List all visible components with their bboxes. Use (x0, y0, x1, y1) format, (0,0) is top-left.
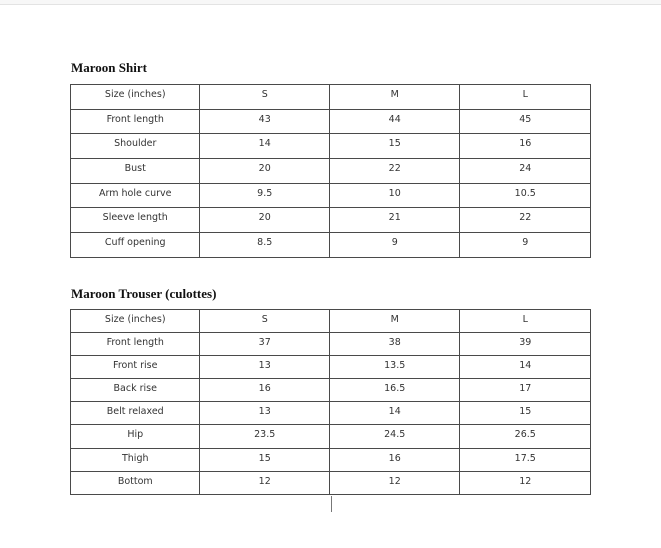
table-cell: 13 (200, 402, 329, 425)
table-cell: 16 (329, 448, 460, 471)
table-cell: 20 (200, 208, 329, 233)
table-cell: 10.5 (460, 183, 591, 208)
table-cell: 16 (200, 379, 329, 402)
table-cell: 14 (200, 134, 329, 159)
table-cell: 24 (460, 159, 591, 184)
table-cell: 9.5 (200, 183, 329, 208)
table-cell: 16.5 (329, 379, 460, 402)
table-cell: 37 (200, 333, 329, 356)
table-row (71, 425, 591, 448)
measurement-label: Cuff opening (71, 233, 200, 258)
table-cell: 21 (329, 208, 460, 233)
trouser-size-table (70, 309, 591, 495)
table-row (71, 471, 591, 494)
table-cell: 23.5 (200, 425, 329, 448)
measurement-label: Front rise (71, 356, 200, 379)
measurement-label: Shoulder (71, 134, 200, 159)
measurement-label: Arm hole curve (71, 183, 200, 208)
table-cell: 45 (460, 109, 591, 134)
table-cell: 13 (200, 356, 329, 379)
table-row (71, 159, 591, 184)
table-cell: 16 (460, 134, 591, 159)
table-cell: 22 (460, 208, 591, 233)
measurement-label: Front length (71, 333, 200, 356)
table-cell: 38 (329, 333, 460, 356)
trouser-section-title: Maroon Trouser (culottes) (71, 286, 217, 301)
table-header-row (71, 310, 591, 333)
measurement-label: Belt relaxed (71, 402, 200, 425)
table-cell: 20 (200, 159, 329, 184)
table-cell: 9 (460, 233, 591, 258)
measurement-label: Bust (71, 159, 200, 184)
table-cell: 12 (329, 471, 460, 494)
table-cell: 12 (200, 471, 329, 494)
table-row (71, 379, 591, 402)
table-row (71, 356, 591, 379)
shirt-section-title: Maroon Shirt (71, 60, 147, 75)
table-cell: 26.5 (460, 425, 591, 448)
table-row (71, 333, 591, 356)
table-cell: 15 (460, 402, 591, 425)
table-row (71, 183, 591, 208)
table-header-cell: S (200, 310, 329, 333)
table-cell: 17.5 (460, 448, 591, 471)
table-row (71, 208, 591, 233)
table-header-row (71, 85, 591, 110)
table-header-cell: L (460, 85, 591, 110)
table-header-cell: Size (inches) (71, 310, 200, 333)
measurement-label: Thigh (71, 448, 200, 471)
table-header-cell: S (200, 85, 329, 110)
table-header-cell: M (329, 310, 460, 333)
table-cell: 15 (200, 448, 329, 471)
table-cell: 24.5 (329, 425, 460, 448)
table-cell: 8.5 (200, 233, 329, 258)
table-cell: 12 (460, 471, 591, 494)
table-cell: 9 (329, 233, 460, 258)
table-row (71, 233, 591, 258)
measurement-label: Front length (71, 109, 200, 134)
table-cell: 39 (460, 333, 591, 356)
measurement-label: Hip (71, 425, 200, 448)
table-cell: 14 (460, 356, 591, 379)
table-cell: 43 (200, 109, 329, 134)
table-row (71, 448, 591, 471)
table-header-cell: L (460, 310, 591, 333)
table-cell: 14 (329, 402, 460, 425)
table-cell: 15 (329, 134, 460, 159)
table-header-cell: M (329, 85, 460, 110)
ruler-edge (0, 0, 661, 5)
measurement-label: Sleeve length (71, 208, 200, 233)
table-row (71, 109, 591, 134)
measurement-label: Bottom (71, 471, 200, 494)
measurement-label: Back rise (71, 379, 200, 402)
shirt-size-table (70, 84, 591, 258)
table-row (71, 134, 591, 159)
table-header-cell: Size (inches) (71, 85, 200, 110)
table-cell: 44 (329, 109, 460, 134)
table-cell: 17 (460, 379, 591, 402)
table-cell: 22 (329, 159, 460, 184)
table-cell: 13.5 (329, 356, 460, 379)
text-cursor (331, 496, 332, 512)
table-cell: 10 (329, 183, 460, 208)
table-row (71, 402, 591, 425)
